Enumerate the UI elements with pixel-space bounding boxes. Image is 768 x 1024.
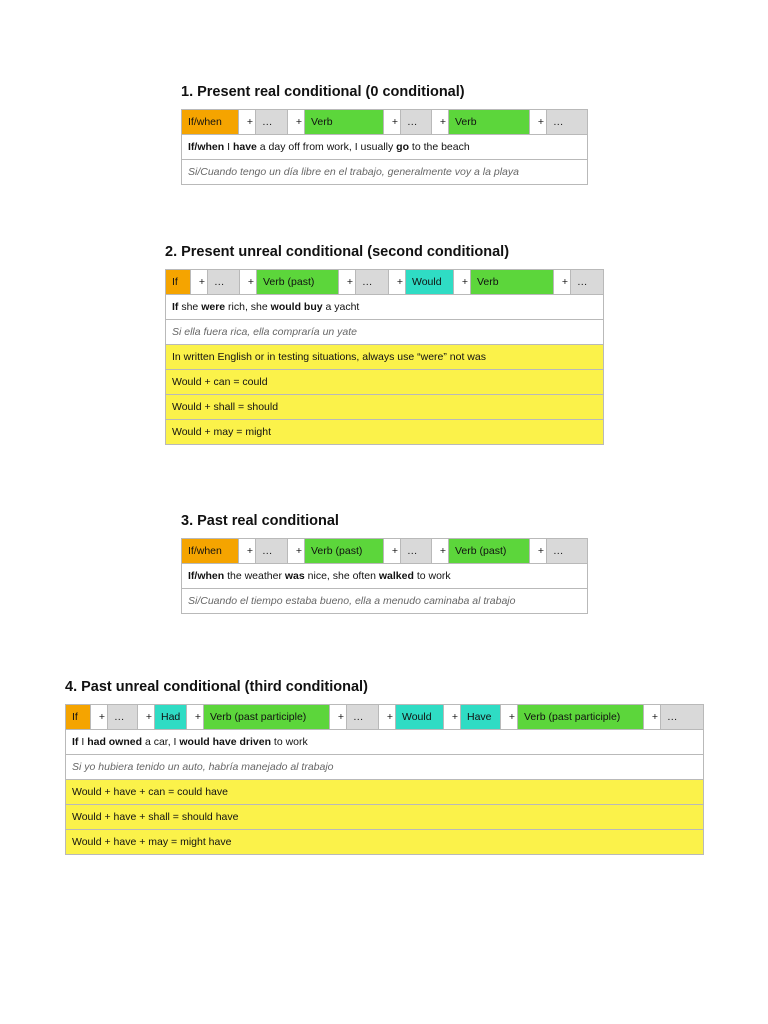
formula-row bbox=[182, 539, 588, 564]
example-sentence: If/when I have a day off from work, I usually go to the beach bbox=[182, 135, 588, 160]
formula-plus: + bbox=[187, 705, 204, 730]
section-present-real bbox=[181, 84, 587, 185]
section-past-real bbox=[181, 513, 587, 614]
formula-plus: + bbox=[138, 705, 155, 730]
section-title: 1. Present real conditional (0 conditional) bbox=[181, 84, 465, 100]
formula-ellipsis: … bbox=[256, 110, 288, 135]
note-text: Would + may = might bbox=[166, 420, 604, 445]
section-past-unreal bbox=[65, 679, 703, 855]
formula-ellipsis: … bbox=[547, 539, 588, 564]
formula-plus: + bbox=[288, 539, 305, 564]
note-text: Would + have + shall = should have bbox=[66, 805, 704, 830]
example-sentence: If/when the weather was nice, she often walked to work bbox=[182, 564, 588, 589]
translation-text: Si/Cuando tengo un día libre en el trabajo, generalmente voy a la playa bbox=[182, 160, 588, 185]
note-row bbox=[166, 395, 604, 420]
section-present-unreal bbox=[165, 244, 603, 445]
formula-plus: + bbox=[454, 270, 471, 295]
translation-text: Si/Cuando el tiempo estaba bueno, ella a menudo caminaba al trabajo bbox=[182, 589, 588, 614]
translation-text: Si ella fuera rica, ella compraría un yate bbox=[166, 320, 604, 345]
formula-table bbox=[65, 704, 704, 855]
example-row bbox=[66, 730, 704, 755]
formula-row bbox=[66, 705, 704, 730]
formula-verb-past-participle: Verb (past participle) bbox=[204, 705, 330, 730]
formula-plus: + bbox=[379, 705, 396, 730]
formula-plus: + bbox=[191, 270, 208, 295]
formula-verb: Verb bbox=[305, 110, 384, 135]
section-title: 4. Past unreal conditional (third conditional) bbox=[65, 679, 368, 695]
note-text: Would + shall = should bbox=[166, 395, 604, 420]
formula-verb-past-participle: Verb (past participle) bbox=[518, 705, 644, 730]
formula-plus: + bbox=[339, 270, 356, 295]
example-sentence: If she were rich, she would buy a yacht bbox=[166, 295, 604, 320]
formula-plus: + bbox=[91, 705, 108, 730]
formula-plus: + bbox=[239, 110, 256, 135]
formula-plus: + bbox=[330, 705, 347, 730]
formula-plus: + bbox=[384, 110, 401, 135]
formula-row bbox=[182, 110, 588, 135]
formula-verb: Verb bbox=[471, 270, 554, 295]
formula-verb-past: Verb (past) bbox=[305, 539, 384, 564]
formula-plus: + bbox=[240, 270, 257, 295]
formula-verb-past: Verb (past) bbox=[257, 270, 339, 295]
formula-ellipsis: … bbox=[108, 705, 138, 730]
note-row bbox=[66, 805, 704, 830]
example-row bbox=[182, 135, 588, 160]
formula-ellipsis: … bbox=[347, 705, 379, 730]
formula-ellipsis: … bbox=[571, 270, 604, 295]
formula-would: Would bbox=[396, 705, 444, 730]
section-title: 2. Present unreal conditional (second conditional) bbox=[165, 244, 510, 260]
example-row bbox=[182, 564, 588, 589]
formula-if: If bbox=[166, 270, 191, 295]
formula-row bbox=[166, 270, 604, 295]
formula-plus: + bbox=[530, 110, 547, 135]
translation-row bbox=[66, 755, 704, 780]
note-row bbox=[166, 345, 604, 370]
formula-plus: + bbox=[389, 270, 406, 295]
translation-row bbox=[182, 160, 588, 185]
formula-plus: + bbox=[239, 539, 256, 564]
translation-text: Si yo hubiera tenido un auto, habría manejado al trabajo bbox=[66, 755, 704, 780]
note-text: Would + have + can = could have bbox=[66, 780, 704, 805]
formula-plus: + bbox=[644, 705, 661, 730]
translation-row bbox=[182, 589, 588, 614]
section-title: 3. Past real conditional bbox=[181, 513, 339, 529]
formula-would: Would bbox=[406, 270, 454, 295]
formula-ellipsis: … bbox=[401, 110, 432, 135]
formula-ellipsis: … bbox=[547, 110, 588, 135]
formula-verb: Verb bbox=[449, 110, 530, 135]
formula-if-when: If/when bbox=[182, 110, 239, 135]
note-row bbox=[166, 370, 604, 395]
formula-ellipsis: … bbox=[661, 705, 704, 730]
formula-if-when: If/when bbox=[182, 539, 239, 564]
note-text: In written English or in testing situations, always use “were” not was bbox=[166, 345, 604, 370]
formula-plus: + bbox=[554, 270, 571, 295]
formula-plus: + bbox=[288, 110, 305, 135]
formula-table bbox=[181, 109, 588, 185]
formula-plus: + bbox=[432, 539, 449, 564]
formula-ellipsis: … bbox=[356, 270, 389, 295]
note-text: Would + have + may = might have bbox=[66, 830, 704, 855]
formula-ellipsis: … bbox=[401, 539, 432, 564]
formula-ellipsis: … bbox=[256, 539, 288, 564]
formula-plus: + bbox=[432, 110, 449, 135]
formula-had: Had bbox=[155, 705, 187, 730]
formula-plus: + bbox=[444, 705, 461, 730]
formula-ellipsis: … bbox=[208, 270, 240, 295]
translation-row bbox=[166, 320, 604, 345]
formula-plus: + bbox=[530, 539, 547, 564]
note-row bbox=[66, 830, 704, 855]
note-row bbox=[66, 780, 704, 805]
formula-plus: + bbox=[501, 705, 518, 730]
formula-verb-past: Verb (past) bbox=[449, 539, 530, 564]
formula-have: Have bbox=[461, 705, 501, 730]
note-row bbox=[166, 420, 604, 445]
formula-plus: + bbox=[384, 539, 401, 564]
note-text: Would + can = could bbox=[166, 370, 604, 395]
formula-table bbox=[165, 269, 604, 445]
formula-table bbox=[181, 538, 588, 614]
example-sentence: If I had owned a car, I would have driven to work bbox=[66, 730, 704, 755]
example-row bbox=[166, 295, 604, 320]
formula-if: If bbox=[66, 705, 91, 730]
